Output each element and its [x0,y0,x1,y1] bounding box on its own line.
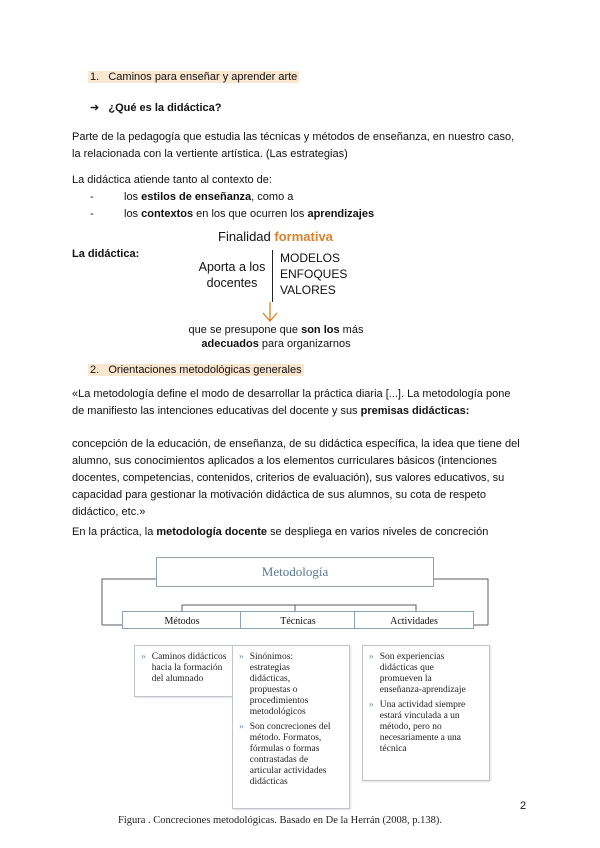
question-heading: ➔ ¿Qué es la didáctica? [90,102,222,114]
para-2: La didáctica atiende tanto al contexto de: - los estilos de enseñanza, como a - los contextos en los que ocurren los aprendizajes [72,174,375,220]
enfoques-item: ENFOQUES [280,267,348,281]
didactica-conclusion: que se presupone que son los más adecuados para organizarnos [188,324,364,350]
didactica-label: La didáctica: [72,248,140,260]
bullet-icon: » [369,652,374,662]
para-1: Parte de la pedagogía que estudia las técnicas y métodos de enseñanza, en nuestro caso, la relacionada con la vertiente artística. (Las estrategias) [72,131,515,160]
bullet-icon: » [239,722,244,732]
tecnicas-node: Técnicas [240,611,356,629]
arrow-down-icon [258,301,282,325]
actividades-node: Actividades [354,611,474,629]
bullet-icon: » [141,652,146,662]
valores-item: VALORES [280,283,336,297]
bullet-icon: » [369,700,374,710]
aporta-text: Aporta a los docentes [198,260,266,290]
methodology-diagram [100,555,490,810]
formativa-text: formativa [274,229,333,244]
quote: «La metodología define el modo de desarrollar la práctica diaria [...]. La metodología pone de manifiesto las intenciones educativas del docente y sus premisas didácticas: [72,388,511,417]
arrow-right-icon: ➔ [90,102,100,114]
finalidad-text: Finalidad [218,229,271,244]
actividades-detail: » Son experiencias didácticas que promueven la enseñanza-aprendizaje » Una actividad siempre estará vinculada a un método, pero no necesariamente a una técnica [362,645,490,781]
metodologia-node: Metodología [156,557,434,587]
didactica-figure [180,225,380,350]
metodos-node: Métodos [122,611,242,629]
modelos-item: MODELOS [280,251,341,265]
section-2-heading: 2. Orientaciones metodológicas generales [90,364,302,376]
model-list [280,250,347,298]
divider [272,250,273,302]
metodos-detail: » Caminos didácticos hacia la formación del alumnado [134,645,240,697]
figure-caption: Figura . Concreciones metodológicas. Basado en De la Herrán (2008, p.138). [118,815,442,826]
tecnicas-detail: » Sinónimos: estrategias didácticas, propuestas o procedimientos metodológicos » Son concreciones del método. Formatos, fórmulas o formas contrastadas de articular actividades didácticas [232,645,350,809]
para-4: En la práctica, la metodología docente se despliega en varios niveles de concreción [72,526,489,538]
page-number: 2 [520,800,527,812]
para-3: concepción de la educación, de enseñanza, de su didáctica específica, la idea que tiene del alumno, sus conocimientos aplicados a los elementos curriculares básicos (intenciones docentes, competencias, contenidos, criterios de evaluación), sus valores educativos, su capacidad para gestionar la motivación didáctica de sus alumnos, su cota de respeto didáctico, etc.» [72,438,520,518]
bullet-icon: » [239,652,244,662]
section-1-heading: 1. Caminos para enseñar y aprender arte [90,71,298,83]
